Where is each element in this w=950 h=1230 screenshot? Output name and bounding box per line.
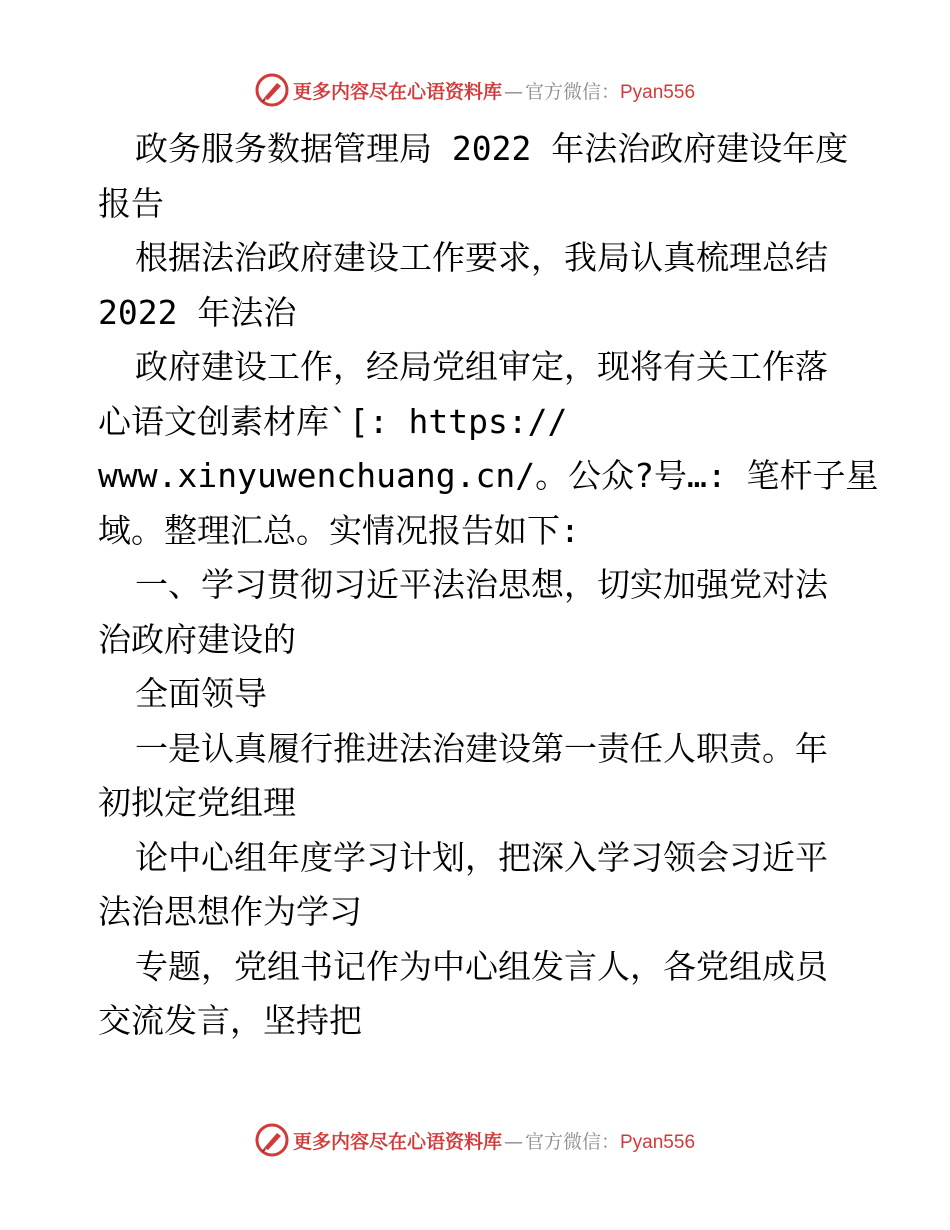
banner-dash: — [503,1130,523,1153]
paragraph-line: 一是认真履行推进法治建设第一责任人职责。年 [135,728,828,768]
paragraph-line: www.xinyuwenchuang.cn/。公众?号…: 笔杆子星 [98,456,879,495]
paragraph-line: 法治思想作为学习 [98,892,362,931]
paragraph-line: 2022 年法治 [98,292,297,332]
header-banner-text [293,77,695,104]
banner-site-text: 更多内容尽在心语资料库 [292,1130,502,1153]
paragraph-line: 域。整理汇总。实情况报告如下: [98,510,580,550]
header-banner [0,70,950,110]
banner-wechat-label: 官方微信： [524,1130,620,1153]
banner-wechat-account: Pyan556 [620,1131,696,1153]
footer-banner [0,1120,950,1160]
banner-site-text: 更多内容尽在心语资料库 [292,80,502,103]
banner-dash: — [503,80,523,103]
pen-logo-icon [255,73,289,107]
paragraph-line: 初拟定党组理 [98,783,296,822]
paragraph-line: 根据法治政府建设工作要求，我局认真梳理总结 [135,238,828,277]
paragraph-line: 论中心组年度学习计划，把深入学习领会习近平 [135,837,828,877]
footer-banner-text [293,1127,695,1154]
paragraph-line: 心语文创素材库`[: https:// [98,401,568,441]
pen-logo-icon [255,1123,289,1157]
document-title-line-1: 政务服务数据管理局 2022 年法治政府建设年度 [135,129,849,168]
paragraph-line: 交流发言，坚持把 [98,1001,362,1040]
section-heading-line: 治政府建设的 [98,619,296,659]
section-heading-line: 一、学习贯彻习近平法治思想，切实加强党对法 [135,565,828,604]
paragraph-line: 专题，党组书记作为中心组发言人，各党组成员 [135,946,828,986]
paragraph-line: 政府建设工作，经局党组审定，现将有关工作落 [135,347,828,386]
banner-wechat-label: 官方微信： [524,80,620,103]
document-body [98,122,879,1049]
banner-wechat-account: Pyan556 [620,81,696,103]
document-title-line-2: 报告 [98,183,164,223]
section-heading-line: 全面领导 [135,674,267,713]
